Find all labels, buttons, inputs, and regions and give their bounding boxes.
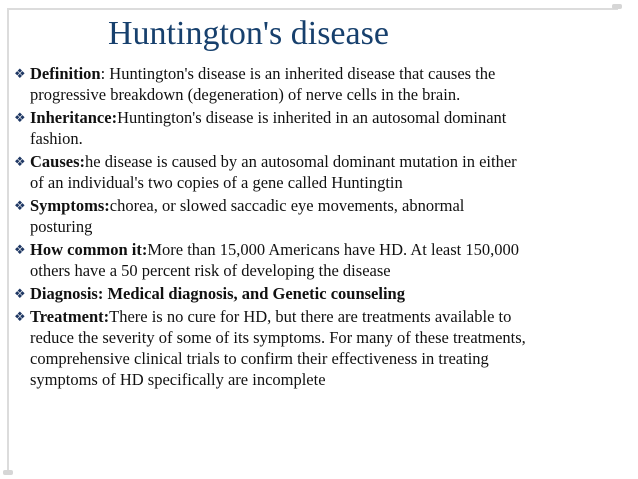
item-text: Huntington's disease is inherited in an autosomal dominant [117,108,507,127]
list-item-causes [14,151,626,193]
item-text-continuation: comprehensive clinical trials to confirm their effectiveness in treating [30,349,489,368]
diamond-bullet-icon: ❖ [14,198,26,213]
item-term: How common it: [30,240,148,259]
item-text-continuation: fashion. [30,129,83,148]
item-text: There is no cure for HD, but there are treatments available to [109,307,512,326]
item-term: Causes: [30,152,86,171]
diamond-bullet-icon: ❖ [14,242,26,257]
list-item-definition [14,63,626,105]
item-term: Definition [30,64,101,83]
diamond-bullet-icon: ❖ [14,66,26,81]
item-text-continuation: reduce the severity of some of its symptoms. For many of these treatments, [30,328,526,347]
item-text-continuation: progressive breakdown (degeneration) of nerve cells in the brain. [30,85,461,104]
frame-corner-top [612,4,622,9]
list-item-treatment [14,306,626,390]
list-item-symptoms [14,195,626,237]
item-text-continuation: of an individual's two copies of a gene called Huntingtin [30,173,403,192]
item-text: More than 15,000 Americans have HD. At least 150,000 [147,240,519,259]
item-text-continuation: others have a 50 percent risk of developing the disease [30,261,391,280]
item-term: Treatment: [30,307,110,326]
diamond-bullet-icon: ❖ [14,110,26,125]
item-term: Symptoms: [30,196,110,215]
diamond-bullet-icon: ❖ [14,309,26,324]
item-text: he disease is caused by an autosomal dominant mutation in either [85,152,517,171]
bullet-list [14,63,626,392]
item-text: : Huntington's disease is an inherited disease that causes the [100,64,496,83]
list-item-inheritance [14,107,626,149]
item-text-continuation: posturing [30,217,93,236]
item-text-continuation: symptoms of HD specifically are incomplete [30,370,326,389]
list-item-how-common [14,239,626,281]
frame-corner-bottom [3,470,13,475]
item-text: chorea, or slowed saccadic eye movements, abnormal [109,196,465,215]
slide-title: Huntington's disease [108,15,389,52]
diamond-bullet-icon: ❖ [14,286,26,301]
item-term: Diagnosis: Medical diagnosis, and Genetic counseling [30,284,405,303]
list-item-diagnosis [14,283,626,304]
item-term: Inheritance: [30,108,118,127]
diamond-bullet-icon: ❖ [14,154,26,169]
